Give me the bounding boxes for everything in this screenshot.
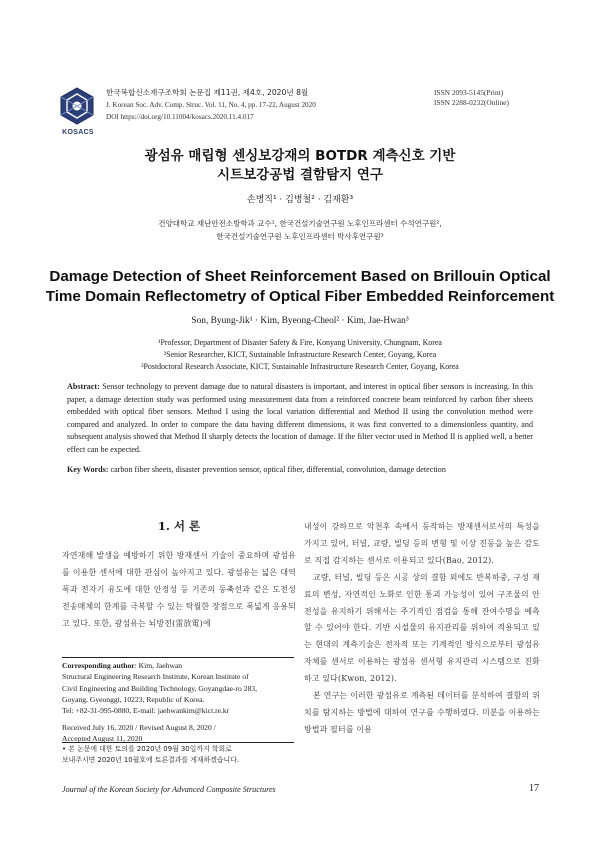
title-korean-line-2: 시트보강공법 결함탐지 연구 (217, 167, 383, 183)
kosacs-logo-icon (57, 86, 97, 126)
right-column-body (304, 519, 540, 739)
authors-korean: 손병직¹ · 김병철² · 김재환³ (246, 195, 354, 205)
title-english-line-2: Time Domain Reflectometry of Optical Fiber Embedded Reinforcement (45, 288, 555, 305)
doi: DOI https://doi.org/10.11004/kosacs.2020.11.4.017 (106, 113, 254, 121)
correspondence-line-4: Tel: +82-31-995-0880, E-mail: jaehwankim@kict.re.kr (62, 706, 230, 716)
issn-print: ISSN 2093-5145(Print) (434, 88, 504, 97)
received-line-1: Received July 16, 2020 / Revised August 8, 2020 / (62, 723, 216, 732)
logo-label: KOSACS (62, 129, 94, 136)
correspondence-label: Corresponding author (62, 661, 135, 670)
section-title-introduction: 1. 서 론 (157, 519, 201, 533)
keywords (67, 464, 533, 477)
footer-journal-name: Journal of the Korean Society for Advanced Composite Structures (62, 785, 276, 794)
correspondence-line-3: Goyang, Gyeonggi, 10223, Republic of Korea. (62, 694, 205, 704)
intro-paragraph-4: 본 연구는 이러한 광섬유로 계측된 데이터를 분석하여 결함의 위치를 탐지하는 방법에 대하여 연구를 수행하였다. 미분을 이용하는 방법과 필터를 이용 (304, 691, 540, 734)
conference-note-divider (62, 742, 294, 743)
title-english-line-1: Damage Detection of Sheet Reinforcement Based on Brillouin Optical (49, 268, 551, 285)
affiliation-english-1: ¹Professor, Department of Disaster Safety & Fire, Konyang University, Chungnam, Korea (158, 338, 442, 347)
correspondence-name: : Kim, Jaehwan (134, 661, 183, 670)
affiliation-korean-line-2: 한국건설기술연구원 노후인프라센터 박사후연구원³ (216, 232, 384, 241)
affiliation-korean-line-1: 건양대학교 재난안전소방학과 교수¹, 한국건설기술연구원 노후인프라센터 수석연구원², (158, 219, 442, 228)
affiliation-english-2: ²Senior Researcher, KICT, Sustainable Infrastructure Research Center, Goyang, Korea (163, 350, 437, 359)
abstract-text: Sensor technology to prevent damage due to natural disasters is important, and interest in optical fiber sensors is increasing. In this paper, a damage detection study was performed using measurement data from a reinforced concrete beam reinforced by carbon fiber sheets embedded with optical fiber sensors. Method I using the local variation differential and Method II using the convolution method were compared and analyzed. In order to compare the data having different dimensions, it was first converted to a dimensionless quantity, and subsequent analysis showed that Method II sharply detects the location of damage. If the filter vector used in Method II is applied well, a better effect can be expected. (67, 382, 533, 454)
keywords-label: Key Words: (67, 465, 109, 474)
journal-korean: 한국복합신소재구조학회 논문집 제11권, 제4호, 2020년 8월 (106, 88, 309, 97)
correspondence-line-1: Structural Engineering Research Institute, Korean Institute of (62, 672, 249, 682)
intro-paragraph-3: 교량, 터널, 빌딩 등은 시공 상의 결함 외에도 반복하중, 구성 재료의 변성, 자연적인 노화로 인한 통괴 가능성이 있어 구조물의 안전성을 유지하기 위해서는 주기적인 점검을 통해 잔여수명을 예측할 수 있어야 한다. 기반 시설물의 유지관리를 위하여 적용되고 있는 현대의 계측기술은 전자적 또는 기계적인 방식으로부터 광섬유 자체를 센서로 이용하는 광섬유 센서형 유지관리 시스템으로 진화하고 있다(Kwon, 2012). (304, 572, 540, 684)
abstract-label: Abstract: (67, 382, 100, 391)
received-line-2: Accepted August 11, 2020 (62, 734, 143, 744)
intro-paragraph-2: 내성이 강하므로 악천후 속에서 동작하는 방재센서로서의 특성을 가지고 있어, 터널, 교량, 빌딩 등의 변형 및 이상 진동을 높은 감도로 직접 감지하는 센서로 이용되고 있다(Bao, 2012). (304, 522, 540, 565)
conference-note (62, 744, 298, 766)
affiliation-english-3: ³Postdoctoral Research Associate, KICT, Sustainable Infrastructure Research Center, Goyang, Korea (141, 362, 459, 371)
title-korean-line-1: 광섬유 매립형 센싱보강재의 BOTDR 계측신호 기반 (144, 148, 456, 164)
journal-english: J. Korean Soc. Adv. Comp. Struc. Vol. 11, No. 4, pp. 17-22, August 2020 (106, 101, 316, 109)
abstract (67, 381, 533, 456)
conference-note-line-1: • 본 논문에 대한 토의를 2020년 09월 30일까지 학회로 (62, 745, 232, 753)
correspondence-block (62, 660, 298, 716)
left-column-body (62, 548, 296, 633)
authors-english: Son, Byung-Jik¹ · Kim, Byeong-Cheol² · Kim, Jae-Hwan³ (191, 316, 409, 326)
intro-paragraph-1: 자연재해 발생을 예방하기 위한 방재센서 기술이 중요하며 광섬유를 이용한 센서에 대한 관심이 높아지고 있다. 광섬유는 넓은 대역폭과 전자기 유도에 대한 안정성 등 기존의 동축선과 같은 도전성 전송매체의 한계를 극복할 수 있는 탁월한 장점으로 폭넓게 응용되고 있다. 또한, 광섬유는 뇌방전(雷放電)에 (62, 551, 296, 628)
page-number: 17 (529, 783, 539, 794)
conference-note-line-2: 보내주시면 2020년 10월호에 토론결과를 게재하겠습니다. (62, 756, 240, 764)
correspondence-line-2: Civil Engineering and Building Technology, Goyangdae-ro 283, (62, 683, 257, 693)
keywords-text: carbon fiber sheets, disaster prevention sensor, optical fiber, differential, convolution, damage detection (108, 465, 446, 474)
footnote-divider (62, 657, 294, 658)
issn-online: ISSN 2288-0232(Online) (434, 98, 509, 107)
